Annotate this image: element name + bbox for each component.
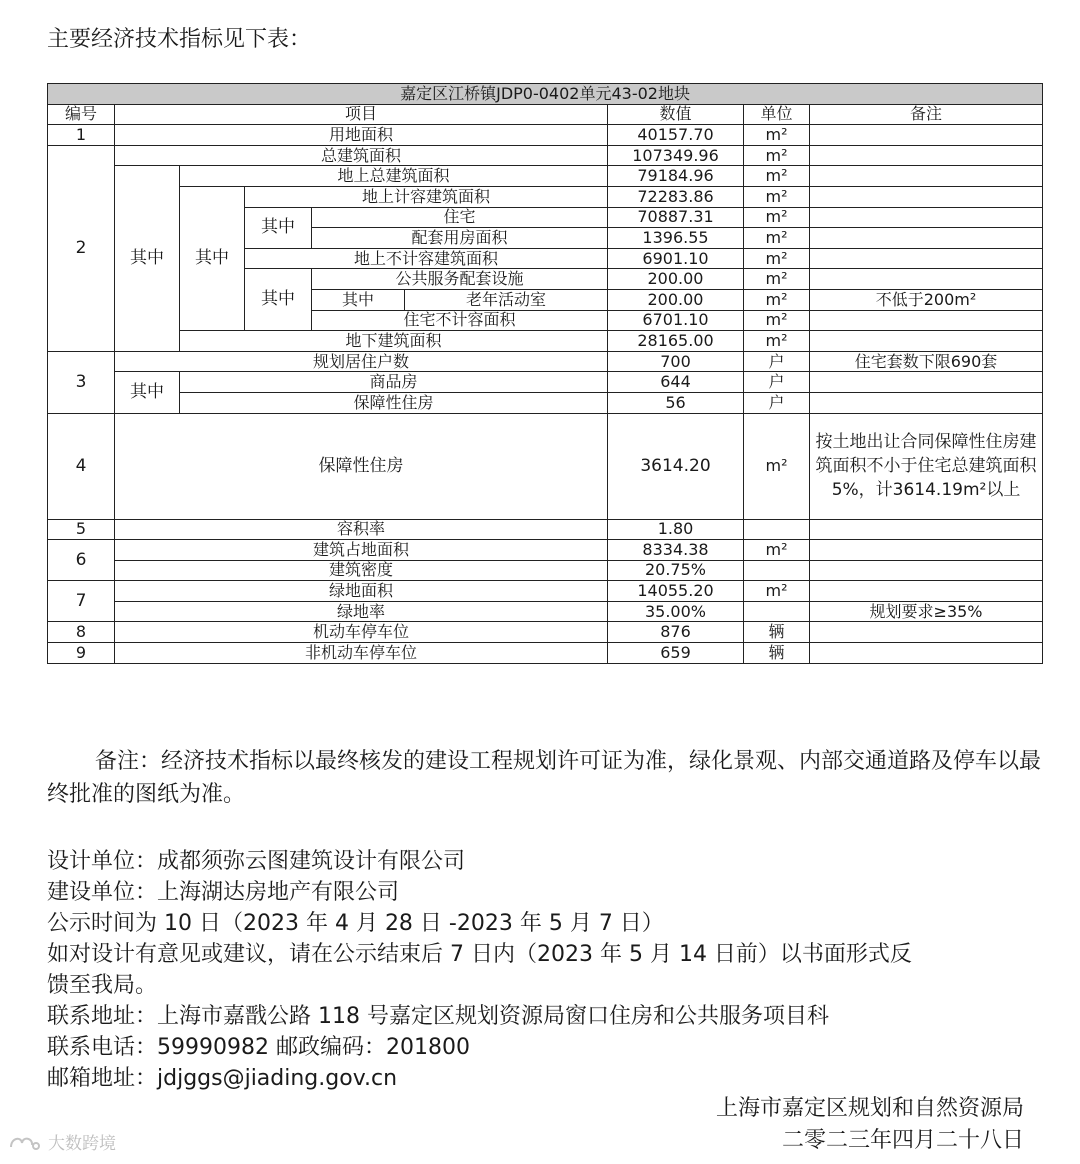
row-value: 644	[608, 372, 744, 393]
table-row	[48, 519, 1043, 540]
sub-label: 其中	[245, 207, 312, 248]
row-unit: m²	[744, 125, 810, 146]
table-row	[48, 331, 1043, 352]
row-remark	[810, 166, 1043, 187]
row-no: 3	[48, 351, 115, 413]
row-remark	[810, 392, 1043, 413]
row-value: 659	[608, 643, 744, 664]
row-item: 绿地率	[115, 601, 608, 622]
row-no: 2	[48, 145, 115, 351]
phone-line: 联系电话：59990982 邮政编码：201800	[47, 1035, 470, 1060]
row-value: 3614.20	[608, 413, 744, 519]
row-item: 地上计容建筑面积	[245, 186, 608, 207]
sub-label: 其中	[115, 166, 180, 351]
row-item: 配套用房面积	[312, 228, 608, 249]
sub-label: 其中	[245, 269, 312, 331]
row-item: 老年活动室	[405, 289, 608, 310]
table-header-row	[48, 104, 1043, 125]
signature-block	[716, 1093, 1024, 1157]
row-unit: 户	[744, 372, 810, 393]
table-row	[48, 643, 1043, 664]
row-value: 1396.55	[608, 228, 744, 249]
row-unit: m²	[744, 289, 810, 310]
row-value: 700	[608, 351, 744, 372]
row-remark: 不低于200m²	[810, 289, 1043, 310]
table-title-row	[48, 84, 1043, 105]
table-row	[48, 560, 1043, 581]
table-row	[48, 372, 1043, 393]
row-unit: m²	[744, 413, 810, 519]
row-value: 72283.86	[608, 186, 744, 207]
table-row	[48, 166, 1043, 187]
table-row	[48, 392, 1043, 413]
row-item: 建筑占地面积	[115, 540, 608, 561]
row-item: 规划居住户数	[115, 351, 608, 372]
row-remark	[810, 186, 1043, 207]
row-remark	[810, 145, 1043, 166]
row-item: 住宅不计容面积	[312, 310, 608, 331]
row-unit: m²	[744, 145, 810, 166]
row-unit: m²	[744, 207, 810, 228]
row-value: 200.00	[608, 269, 744, 290]
row-unit: m²	[744, 186, 810, 207]
row-item: 容积率	[115, 519, 608, 540]
row-no: 7	[48, 581, 115, 622]
row-unit: m²	[744, 331, 810, 352]
row-unit: m²	[744, 269, 810, 290]
row-item: 住宅	[312, 207, 608, 228]
row-item: 地上总建筑面积	[180, 166, 608, 187]
table-title: 嘉定区江桥镇JDP0-0402单元43-02地块	[48, 84, 1043, 105]
row-no: 8	[48, 622, 115, 643]
row-item: 建筑密度	[115, 560, 608, 581]
table-row	[48, 601, 1043, 622]
row-value: 107349.96	[608, 145, 744, 166]
row-unit: m²	[744, 228, 810, 249]
row-no: 1	[48, 125, 115, 146]
issuing-org: 上海市嘉定区规划和自然资源局	[715, 1096, 1024, 1121]
row-remark: 住宅套数下限690套	[810, 351, 1043, 372]
row-value: 35.00%	[608, 601, 744, 622]
row-remark	[810, 540, 1043, 561]
row-unit	[744, 560, 810, 581]
row-remark	[810, 622, 1043, 643]
remarks-text: 备注：经济技术指标以最终核发的建设工程规划许可证为准，绿化景观、内部交通道路及停车以最终批准的图纸为准。	[47, 749, 1042, 807]
row-value: 6901.10	[608, 248, 744, 269]
row-item: 公共服务配套设施	[312, 269, 608, 290]
row-unit: m²	[744, 166, 810, 187]
table-row	[48, 581, 1043, 602]
row-value: 79184.96	[608, 166, 744, 187]
row-item: 保障性住房	[115, 413, 608, 519]
contact-info	[47, 846, 1047, 1094]
sub-label: 其中	[115, 372, 180, 413]
row-remark	[810, 207, 1043, 228]
row-item: 地下建筑面积	[180, 331, 608, 352]
header-item: 项目	[115, 104, 608, 125]
row-item: 保障性住房	[180, 392, 608, 413]
row-value: 40157.70	[608, 125, 744, 146]
row-unit: 户	[744, 351, 810, 372]
address-line: 联系地址：上海市嘉戬公路 118 号嘉定区规划资源局窗口住房和公共服务项目科	[47, 1004, 829, 1029]
row-unit	[744, 519, 810, 540]
row-remark	[810, 372, 1043, 393]
email-line: 邮箱地址：jdjggs@jiading.gov.cn	[47, 1066, 398, 1091]
period-line: 公示时间为 10 日（2023 年 4 月 28 日 -2023 年 5 月 7 日）	[47, 911, 664, 936]
row-unit: 户	[744, 392, 810, 413]
row-remark	[810, 581, 1043, 602]
row-item: 商品房	[180, 372, 608, 393]
remarks-paragraph	[47, 745, 1047, 811]
indicators-table	[47, 83, 1043, 664]
row-remark	[810, 125, 1043, 146]
watermark-text: 大数跨境	[48, 1134, 116, 1154]
row-item: 机动车停车位	[115, 622, 608, 643]
table-row	[48, 351, 1043, 372]
sub-label: 其中	[180, 186, 245, 330]
page-heading: 主要经济技术指标见下表：	[47, 27, 312, 52]
header-remark: 备注	[810, 104, 1043, 125]
row-value: 6701.10	[608, 310, 744, 331]
table-row	[48, 125, 1043, 146]
row-unit: m²	[744, 248, 810, 269]
table-row	[48, 186, 1043, 207]
row-value: 70887.31	[608, 207, 744, 228]
row-unit: m²	[744, 310, 810, 331]
row-value: 56	[608, 392, 744, 413]
row-remark	[810, 560, 1043, 581]
row-remark	[810, 228, 1043, 249]
table-row	[48, 145, 1043, 166]
table-row	[48, 622, 1043, 643]
row-no: 5	[48, 519, 115, 540]
issue-date: 二零二三年四月二十八日	[781, 1128, 1024, 1153]
row-item: 绿地面积	[115, 581, 608, 602]
row-value: 28165.00	[608, 331, 744, 352]
row-value: 8334.38	[608, 540, 744, 561]
row-value: 14055.20	[608, 581, 744, 602]
row-remark	[810, 310, 1043, 331]
builder-line: 建设单位：上海湖达房地产有限公司	[47, 880, 400, 905]
row-remark	[810, 643, 1043, 664]
header-no: 编号	[48, 104, 115, 125]
row-no: 9	[48, 643, 115, 664]
row-unit: m²	[744, 540, 810, 561]
row-no: 6	[48, 540, 115, 581]
sub-label: 其中	[312, 289, 405, 310]
row-item: 非机动车停车位	[115, 643, 608, 664]
row-item: 地上不计容建筑面积	[245, 248, 608, 269]
header-value: 数值	[608, 104, 744, 125]
watermark-logo-icon	[8, 1132, 42, 1152]
designer-line: 设计单位：成都须弥云图建筑设计有限公司	[47, 849, 466, 874]
row-remark	[810, 331, 1043, 352]
feedback-line: 如对设计有意见或建议，请在公示结束后 7 日内（2023 年 5 月 14 日前）以书面形式反	[47, 942, 912, 967]
row-remark	[810, 248, 1043, 269]
row-unit: 辆	[744, 643, 810, 664]
header-unit: 单位	[744, 104, 810, 125]
feedback-line-cont: 馈至我局。	[47, 973, 158, 998]
row-remark	[810, 519, 1043, 540]
table-row	[48, 413, 1043, 519]
row-unit	[744, 601, 810, 622]
row-value: 20.75%	[608, 560, 744, 581]
row-unit: 辆	[744, 622, 810, 643]
row-item: 总建筑面积	[115, 145, 608, 166]
row-item: 用地面积	[115, 125, 608, 146]
row-value: 200.00	[608, 289, 744, 310]
row-value: 1.80	[608, 519, 744, 540]
row-no: 4	[48, 413, 115, 519]
row-unit: m²	[744, 581, 810, 602]
row-remark: 按土地出让合同保障性住房建筑面积不小于住宅总建筑面积5%，计3614.19m²以上	[810, 413, 1043, 519]
row-remark	[810, 269, 1043, 290]
table-row	[48, 540, 1043, 561]
row-value: 876	[608, 622, 744, 643]
watermark	[8, 1129, 116, 1154]
row-remark: 规划要求≥35%	[810, 601, 1043, 622]
